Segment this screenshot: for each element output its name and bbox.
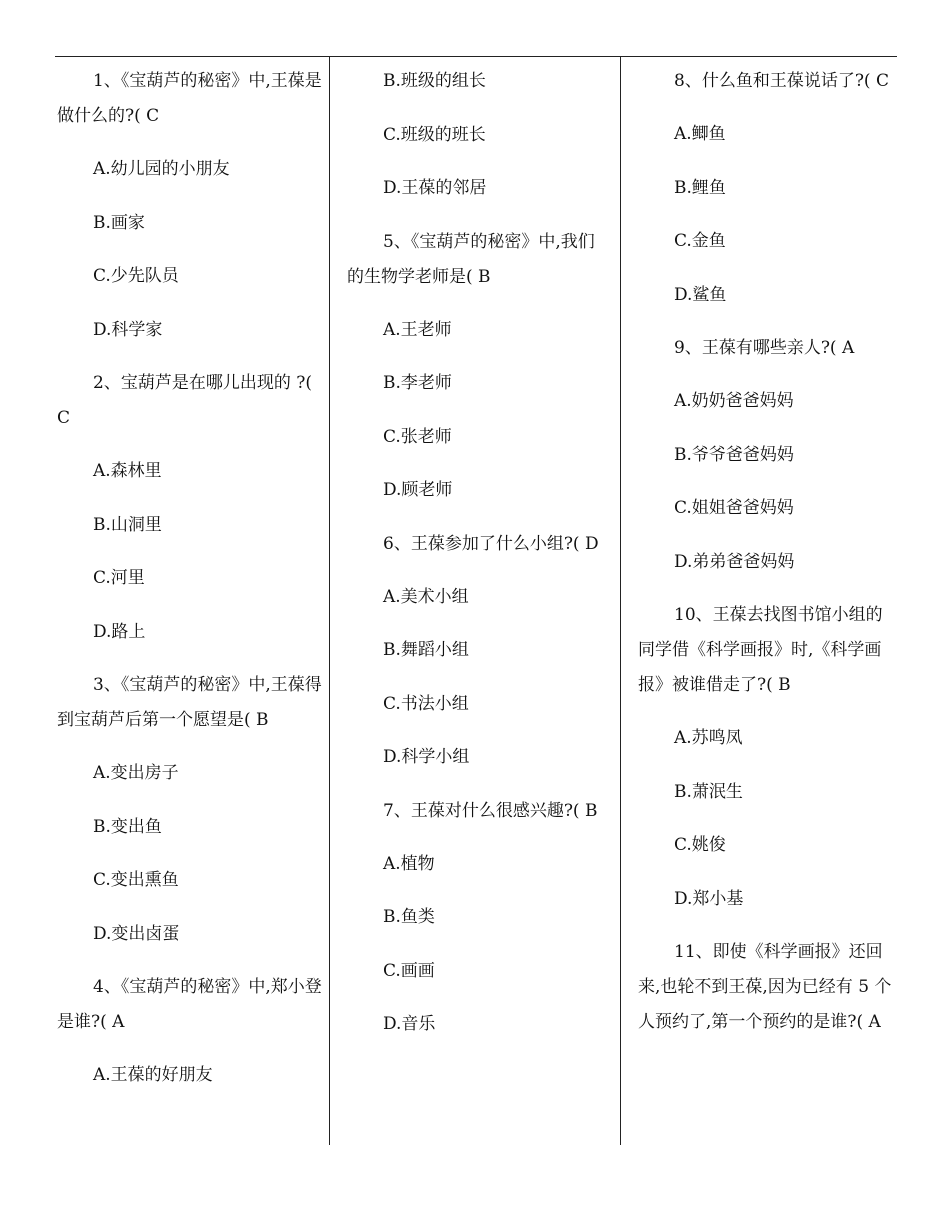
answer-option: D.科学家	[93, 319, 163, 340]
question-text: 7、王葆对什么很感兴趣?( B	[383, 800, 598, 821]
answer-option: D.音乐	[383, 1014, 436, 1034]
answer-option: B.萧泯生	[674, 781, 743, 802]
answer-option: D.顾老师	[383, 480, 453, 500]
answer-option: C.班级的班长	[383, 124, 486, 145]
question-text: 5、《宝葫芦的秘密》中,我们的生物学老师是( B	[347, 231, 595, 287]
answer-option: B.变出鱼	[93, 816, 162, 837]
column-1	[57, 64, 325, 1112]
answer-option: A.森林里	[93, 461, 162, 481]
answer-option: C.画画	[383, 960, 435, 981]
answer-option: C.金鱼	[674, 231, 726, 251]
answer-option: B.鲤鱼	[674, 177, 726, 198]
answer-option: C.书法小组	[383, 693, 469, 714]
answer-option: C.姐姐爸爸妈妈	[674, 498, 794, 518]
answer-option: B.画家	[93, 212, 145, 233]
question-text: 6、王葆参加了什么小组?( D	[383, 533, 599, 554]
answer-option: B.李老师	[383, 373, 452, 393]
answer-option: D.郑小基	[674, 888, 744, 909]
answer-option: D.变出卤蛋	[93, 923, 180, 944]
answer-option: A.美术小组	[383, 586, 469, 607]
answer-option: D.路上	[93, 621, 146, 642]
column-divider	[620, 57, 621, 1145]
answer-option: A.王葆的好朋友	[93, 1065, 213, 1085]
answer-option: C.河里	[93, 568, 145, 588]
answer-option: A.苏鸣凤	[674, 728, 743, 748]
answer-option: A.幼儿园的小朋友	[93, 159, 230, 179]
answer-option: A.植物	[383, 853, 435, 874]
answer-option: B.爷爷爸爸妈妈	[674, 444, 794, 465]
answer-option: B.班级的组长	[383, 71, 486, 91]
answer-option: B.山洞里	[93, 514, 162, 535]
answer-option: C.姚俊	[674, 835, 726, 855]
question-text: 9、王葆有哪些亲人?( A	[674, 338, 855, 358]
answer-option: C.少先队员	[93, 266, 179, 286]
column-3	[638, 64, 894, 1058]
question-text: 8、什么鱼和王葆说话了?( C	[674, 71, 889, 91]
question-text: 4、《宝葫芦的秘密》中,郑小登是谁?( A	[57, 977, 322, 1032]
answer-option: A.变出房子	[93, 763, 179, 783]
answer-option: D.弟弟爸爸妈妈	[674, 551, 795, 572]
answer-option: D.科学小组	[383, 747, 470, 767]
answer-option: B.鱼类	[383, 907, 435, 927]
answer-option: A.奶奶爸爸妈妈	[674, 391, 794, 411]
question-text: 10、王葆去找图书馆小组的同学借《科学画报》时,《科学画报》被谁借走了?( B	[638, 605, 883, 695]
question-text: 2、宝葫芦是在哪儿出现的 ?( C	[57, 373, 312, 428]
question-text: 1、《宝葫芦的秘密》中,王葆是做什么的?( C	[57, 71, 322, 126]
answer-option: A.鲫鱼	[674, 124, 726, 144]
answer-option: B.舞蹈小组	[383, 640, 469, 660]
question-text: 3、《宝葫芦的秘密》中,王葆得到宝葫芦后第一个愿望是( B	[57, 675, 322, 730]
column-divider	[329, 57, 330, 1145]
answer-option: A.王老师	[383, 319, 452, 340]
answer-option: D.鲨鱼	[674, 284, 727, 305]
answer-option: C.变出熏鱼	[93, 870, 179, 890]
answer-option: C.张老师	[383, 426, 452, 447]
column-2	[347, 64, 609, 1061]
answer-option: D.王葆的邻居	[383, 178, 487, 198]
question-text: 11、即使《科学画报》还回来,也轮不到王葆,因为已经有 5 个人预约了,第一个预约的是谁?( A	[638, 942, 892, 1032]
top-rule	[55, 56, 897, 57]
